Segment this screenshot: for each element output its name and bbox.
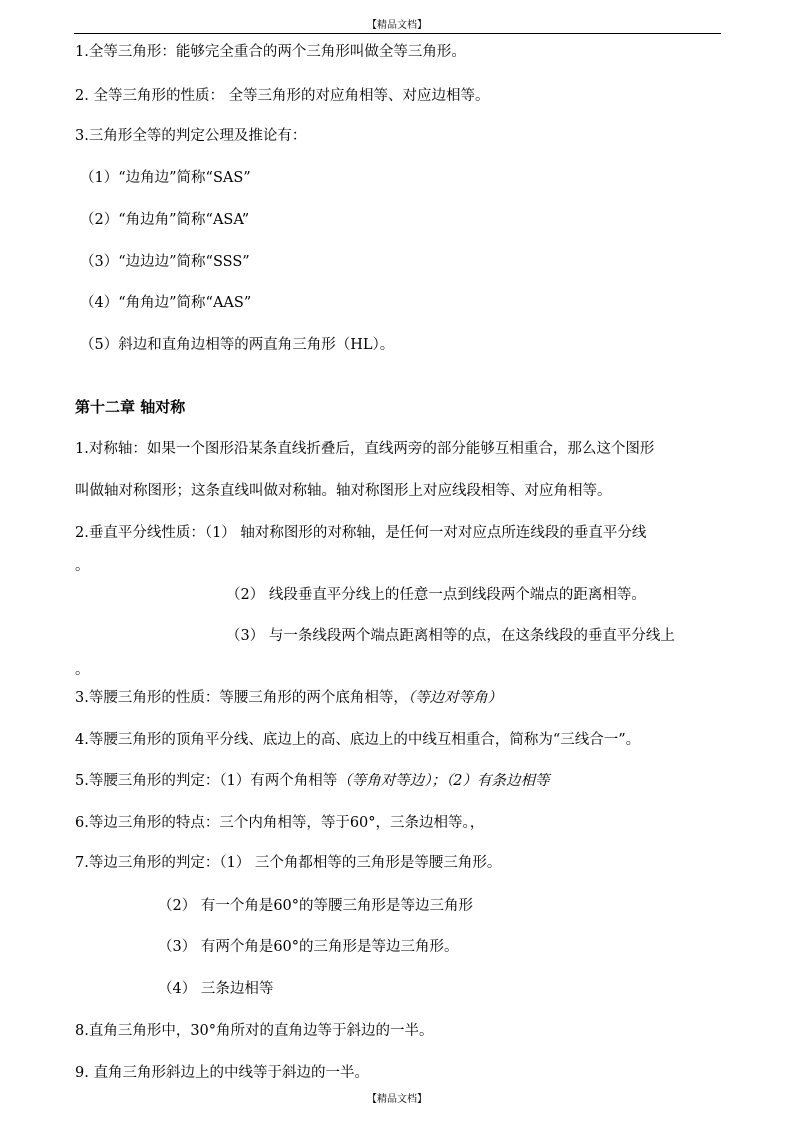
text-line bbox=[75, 688, 502, 708]
text-line: 1.对称轴：如果一个图形沿某条直线折叠后，直线两旁的部分能够互相重合，那么这个图形 bbox=[75, 441, 655, 457]
chapter-heading: 第十二章 轴对称 bbox=[75, 398, 186, 416]
text-line: （3）“边边边”简称“SSS” bbox=[80, 254, 250, 270]
header-divider bbox=[74, 33, 721, 34]
text-line: 3.三角形全等的判定公理及推论有： bbox=[75, 128, 307, 144]
text-note: （等角对等边）；（2）有条边相等 bbox=[337, 773, 550, 789]
text-line: 7.等边三角形的判定：（1） 三个角都相等的三角形是等腰三角形。 bbox=[75, 855, 502, 871]
text-line: 1.全等三角形：能够完全重合的两个三角形叫做全等三角形。 bbox=[75, 44, 466, 60]
text-line: （3） 有两个角是60°的三角形是等边三角形。 bbox=[158, 939, 459, 955]
text-line: 。 bbox=[75, 662, 90, 678]
page-header: 【精品文档】 bbox=[367, 20, 427, 31]
text-line: 。 bbox=[75, 558, 90, 574]
text-line bbox=[75, 771, 550, 791]
page-footer: 【精品文档】 bbox=[367, 1094, 427, 1105]
text-line: 9. 直角三角形斜边上的中线等于斜边的一半。 bbox=[75, 1065, 369, 1081]
text-line: 6.等边三角形的特点：三个内角相等，等于60°，三条边相等。， bbox=[75, 815, 485, 831]
text-note: （等边对等角） bbox=[407, 690, 503, 706]
text-line: 8.直角三角形中，30°角所对的直角边等于斜边的一半。 bbox=[75, 1023, 434, 1039]
text-line: 叫做轴对称图形；这条直线叫做对称轴。轴对称图形上对应线段相等、对应角相等。 bbox=[75, 483, 612, 499]
text-main: 3.等腰三角形的性质：等腰三角形的两个底角相等， bbox=[75, 690, 408, 706]
text-line: （5）斜边和直角边相等的两直角三角形（HL）。 bbox=[80, 337, 395, 353]
text-line: 2. 全等三角形的性质： 全等三角形的对应角相等、对应边相等。 bbox=[75, 88, 490, 104]
text-line: （4）“角角边”简称“AAS” bbox=[80, 295, 252, 311]
text-line: （1）“边角边”简称“SAS” bbox=[80, 170, 251, 186]
text-main: 5.等腰三角形的判定：（1）有两个角相等 bbox=[75, 773, 338, 789]
text-line: 2.垂直平分线性质：（1） 轴对称图形的对称轴，是任何一对对应点所连线段的垂直平分线 bbox=[75, 525, 647, 541]
text-line: （2）“角边角”简称“ASA” bbox=[80, 212, 250, 228]
text-line: （2） 线段垂直平分线上的任意一点到线段两个端点的距离相等。 bbox=[226, 587, 646, 603]
text-line: （4） 三条边相等 bbox=[158, 981, 274, 997]
text-line: 4.等腰三角形的顶角平分线、底边上的高、底边上的中线互相重合，简称为“三线合一”。 bbox=[75, 732, 641, 748]
text-line: （2） 有一个角是60°的等腰三角形是等边三角形 bbox=[158, 898, 474, 914]
text-line: （3） 与一条线段两个端点距离相等的点，在这条线段的垂直平分线上 bbox=[226, 628, 675, 644]
